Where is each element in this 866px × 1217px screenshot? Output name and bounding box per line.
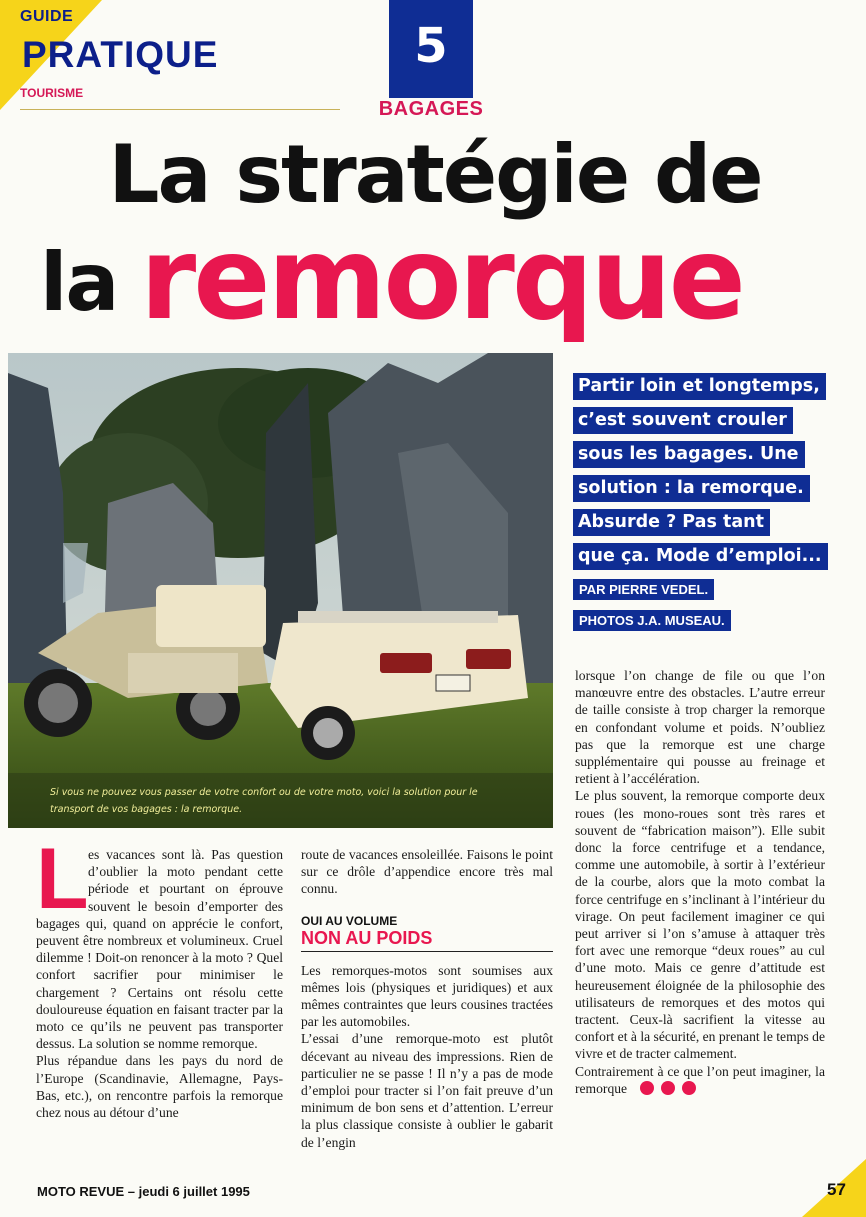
deck-line: que ça. Mode d’emploi...	[573, 543, 828, 570]
paragraph	[575, 1063, 825, 1099]
rubric-guide: GUIDE	[20, 8, 74, 25]
rubric-tourisme: TOURISME	[20, 86, 84, 100]
paragraph: Les remorques-motos sont soumises aux mêmes lois (physiques et juridiques) et aux mêmes contraintes que leurs cousines tractées par les automobiles.	[301, 962, 553, 1030]
paragraph: Plus répandue dans les pays du nord de l’Europe (Scandinavie, Allemagne, Pays-Bas, etc.), on rencontre parfois la remorque chez nous au détour d’une	[36, 1053, 283, 1121]
byline-author: PAR PIERRE VEDEL.	[573, 579, 714, 600]
article-column-3	[575, 667, 825, 1099]
drop-cap: L	[36, 831, 89, 927]
paragraph: L’essai d’une remorque-moto est plutôt décevant au niveau des impressions. Rien de particulier ne se passe ! Il n’y a pas de mode d’emploi pour tracter si l’on fait preuve d’un minimum de bon sens et d’attention. L’erreur la plus classique consiste à oublier le gabarit de l’engin	[301, 1031, 553, 1150]
headline-line1: La stratégie de	[108, 128, 762, 221]
footer-magazine: MOTO REVUE – jeudi 6 juillet 1995	[37, 1184, 250, 1199]
subhead-large: NON AU POIDS	[301, 928, 553, 952]
deck-line: c’est souvent crouler	[573, 407, 793, 434]
article-column-1	[36, 831, 283, 1121]
continued-text: Contrairement à ce que l’on peut imaginer, la remorque	[575, 1063, 825, 1096]
deck-line: sous les bagages. Une	[573, 441, 805, 468]
headline-line2-highlight: remorque	[140, 212, 743, 345]
deck-line: solution : la remorque.	[573, 475, 810, 502]
page-number: 57	[827, 1180, 846, 1199]
rubric-pratique: PRATIQUE	[22, 34, 219, 75]
subhead-small: OUI AU VOLUME	[301, 913, 398, 928]
continued-dots-icon	[633, 1081, 696, 1099]
section-label: BAGAGES	[378, 98, 484, 120]
deck-line: Partir loin et longtemps,	[573, 373, 826, 400]
headline-line2-prefix: la	[40, 236, 118, 329]
header-rule	[20, 109, 340, 110]
article-photo	[8, 353, 553, 828]
paragraph: es vacances sont là. Pas question d’oublier la moto pendant cette période et pourtant on éprouve souvent le besoin d’emporter des bagages qui, quand on apprécie le confort, peuvent être nombreux et volumineux. Cruel dilemme ! Doit-on renoncer à la moto ? Quel confort sacrifier pour minimiser le chargement ? Certains ont résolu cette douloureuse équation en faisant tracter par la moto ce qu’ils ne peuvent pas transporter dessus. La solution se nomme remorque.	[36, 847, 283, 1052]
photo-caption: Si vous ne pouvez vous passer de votre confort ou de votre moto, voici la solution pour le transport de vos bagages : la remorque.	[50, 787, 478, 815]
paragraph: Le plus souvent, la remorque comporte deux roues (les mono-roues sont très rares et souvent de “fabrication maison”). Elle subit donc la force centrifuge et a tendance, comme une automobile, à sortir à l’extérieur de la courbe, alors que la moto combat la force centrifuge en s’inclinant à l’intérieur du virage. On peut facilement imaginer ce qui peut arriver si l’on s’amuse à attaquer très fort avec une remorque “deux roues” au cul d’une moto. Mais ce genre d’attitude est heureusement éloignée de la philosophie des utilisateurs de remorques et des motos qui tractent. Ceux-là sacrifient la vitesse au confort et à la sécurité, en prenant le temps de vivre et de tracter calmement.	[575, 788, 825, 1062]
section-number: 5	[389, 0, 473, 98]
byline-photos: PHOTOS J.A. MUSEAU.	[573, 610, 731, 631]
deck	[573, 373, 863, 641]
article-column-2	[301, 846, 553, 1151]
deck-line: Absurde ? Pas tant	[573, 509, 770, 536]
paragraph: route de vacances ensoleillée. Faisons le point sur ce drôle d’appendice encore très mal connu.	[301, 847, 553, 897]
paragraph: lorsque l’on change de file ou que l’on manœuvre entre des obstacles. L’autre erreur de taille consiste à trop charger la remorque en confondant volume et poids. N’oubliez pas que la remorque est une charge supplémentaire qui pousse au freinage et retient à l’accélération.	[575, 668, 825, 787]
